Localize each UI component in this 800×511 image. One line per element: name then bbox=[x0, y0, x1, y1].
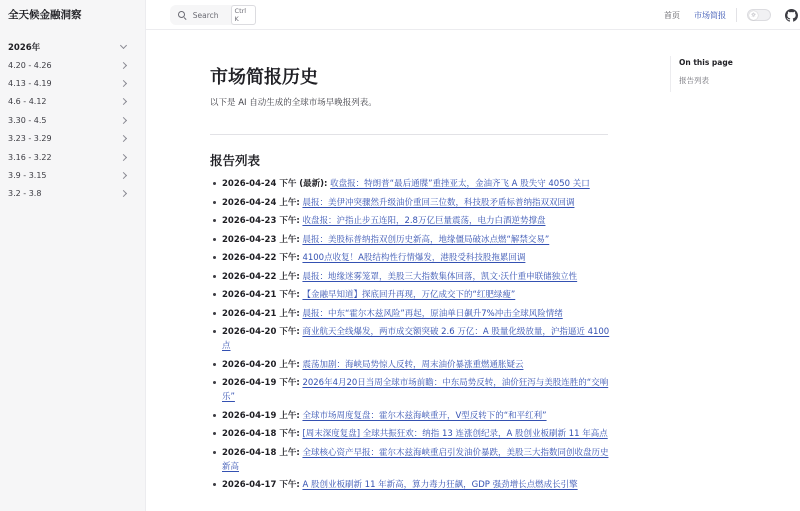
report-link[interactable]: 收盘报：特朗普“最后通牒”重挫亚太，金油齐飞 A 股失守 4050 关口 bbox=[330, 179, 590, 189]
report-date: 2026-04-22 下午: bbox=[222, 253, 300, 263]
report-date: 2026-04-21 上午: bbox=[222, 308, 300, 319]
sidebar-item-label: 3.9 - 3.15 bbox=[8, 171, 47, 181]
list-item bbox=[222, 306, 610, 325]
sidebar-item-week[interactable] bbox=[0, 166, 146, 184]
report-date: 2026-04-18 上午: bbox=[222, 447, 300, 458]
sidebar-item-week[interactable] bbox=[0, 111, 146, 129]
top-bar bbox=[146, 0, 800, 30]
list-item bbox=[222, 408, 610, 427]
sidebar-item-label: 4.20 - 4.26 bbox=[8, 60, 52, 70]
report-link[interactable]: 晨报：地缘迷雾笼罩，美股三大指数集体回落，凯文·沃什重申联储独立性 bbox=[302, 271, 578, 282]
page-title: 市场简报历史 bbox=[210, 67, 318, 88]
nav-link-home[interactable]: 首页 bbox=[664, 10, 680, 20]
report-date: 2026-04-21 下午: bbox=[222, 290, 300, 300]
sidebar-item-week[interactable] bbox=[0, 185, 146, 203]
chevron-right-icon bbox=[120, 62, 127, 69]
section-title: 报告列表 bbox=[210, 153, 261, 168]
page-description: 以下是 AI 自动生成的全球市场早晚报列表。 bbox=[210, 98, 377, 108]
chevron-right-icon bbox=[120, 98, 127, 105]
report-list bbox=[222, 176, 610, 496]
theme-toggle[interactable] bbox=[747, 9, 771, 21]
chevron-right-icon bbox=[120, 190, 127, 197]
chevron-right-icon bbox=[120, 135, 127, 142]
list-item bbox=[222, 269, 610, 288]
list-item bbox=[222, 250, 610, 269]
report-link[interactable]: 2026年4月20日当周全球市场前瞻：中东局势反转，油价狂泻与美股连胜的“交响乐” bbox=[222, 378, 609, 402]
report-date: 2026-04-23 下午: bbox=[222, 216, 300, 226]
report-link[interactable]: 收盘报：沪指止步五连阳，2.8万亿巨量震荡，电力白酒逆势撑盘 bbox=[302, 216, 546, 226]
list-item bbox=[222, 445, 610, 478]
report-date: 2026-04-20 上午: bbox=[222, 359, 300, 370]
report-date: 2026-04-17 下午: bbox=[222, 480, 300, 490]
top-nav bbox=[664, 0, 800, 30]
list-item bbox=[222, 324, 610, 357]
nav-divider bbox=[736, 8, 737, 22]
report-link[interactable]: 晨报：美股标普纳指双创历史新高，地缘僵局破冰点燃“解禁交易” bbox=[302, 234, 550, 245]
report-date: 2026-04-20 下午: bbox=[222, 327, 300, 337]
report-link[interactable]: 全球核心资产早报：霍尔木兹海峡重启引发油价暴跌，美股三大指数同创收盘历史新高 bbox=[222, 447, 609, 472]
report-date: 2026-04-23 上午: bbox=[222, 234, 300, 245]
list-item bbox=[222, 477, 610, 496]
report-link[interactable]: 4100点收复！A股结构性行情爆发，港股受科技股拖累回调 bbox=[302, 253, 526, 263]
report-link[interactable]: 震荡加剧：海峡局势惊人反转，周末油价暴涨重燃通胀疑云 bbox=[302, 359, 524, 370]
sidebar-item-label: 3.16 - 3.22 bbox=[8, 152, 52, 162]
sidebar-item-week[interactable] bbox=[0, 148, 146, 166]
chevron-down-icon bbox=[120, 42, 127, 49]
list-item bbox=[222, 232, 610, 251]
sidebar-item-week[interactable] bbox=[0, 74, 146, 92]
report-date: 2026-04-22 上午: bbox=[222, 271, 300, 282]
sidebar-item-week[interactable] bbox=[0, 56, 146, 74]
report-date: 2026-04-18 下午: bbox=[222, 429, 300, 439]
sidebar-item-label: 4.6 - 4.12 bbox=[8, 97, 47, 107]
list-item bbox=[222, 176, 610, 195]
sidebar-group-label: 2026年 bbox=[8, 43, 41, 53]
list-item bbox=[222, 287, 610, 306]
sidebar-nav bbox=[0, 38, 146, 203]
report-link[interactable]: [周末深度复盘] 全球共振狂欢：纳指 13 连涨创纪录，A 股创业板刷新 11 年高点 bbox=[302, 429, 608, 439]
chevron-right-icon bbox=[120, 80, 127, 87]
sidebar-item-label: 3.23 - 3.29 bbox=[8, 134, 52, 144]
list-item bbox=[222, 375, 610, 408]
report-link[interactable]: 全球市场周度复盘：霍尔木兹海峡重开，V型反转下的“和平红利” bbox=[302, 410, 547, 421]
chevron-right-icon bbox=[120, 117, 127, 124]
search-button[interactable] bbox=[170, 5, 256, 25]
search-label: Search bbox=[192, 10, 219, 20]
sun-icon: ☼ bbox=[750, 11, 757, 19]
sidebar-item-week[interactable] bbox=[0, 93, 146, 111]
report-link[interactable]: 【金融早知道】探底回升再现，万亿成交下的“红肥绿瘦” bbox=[302, 290, 516, 300]
list-item bbox=[222, 426, 610, 445]
report-link[interactable]: 商业航天全线爆发，两市成交额突破 2.6 万亿：A 股量化级放量，沪指逼近 4100 点 bbox=[222, 327, 610, 351]
sidebar-group-2026[interactable] bbox=[0, 38, 146, 56]
nav-link-briefs[interactable]: 市场简报 bbox=[694, 10, 726, 20]
sidebar-item-label: 3.30 - 4.5 bbox=[8, 115, 47, 125]
on-this-page bbox=[670, 56, 790, 92]
list-item bbox=[222, 213, 610, 232]
sidebar-item-week[interactable] bbox=[0, 130, 146, 148]
search-shortcut-badge: Ctrl K bbox=[231, 5, 256, 25]
search-icon bbox=[178, 11, 187, 20]
site-title[interactable]: 全天候金融洞察 bbox=[8, 9, 82, 21]
report-link[interactable]: 晨报：中东“霍尔木兹风险”再起，原油单日飙升7%冲击全球风险情绪 bbox=[302, 308, 563, 319]
list-item bbox=[222, 195, 610, 214]
sidebar-item-label: 4.13 - 4.19 bbox=[8, 79, 52, 89]
report-link[interactable]: 晨报：美伊冲突骤然升级油价重回三位数，科技股矛盾标普纳指双双回调 bbox=[302, 197, 575, 208]
report-date: 2026-04-19 下午: bbox=[222, 378, 300, 388]
outline-title: On this page bbox=[679, 58, 733, 67]
sidebar-item-label: 3.2 - 3.8 bbox=[8, 189, 42, 199]
report-link[interactable]: A 股创业板刷新 11 年新高，算力毒力狂飙，GDP 强劲增长点燃成长引擎 bbox=[302, 480, 578, 490]
sidebar bbox=[0, 0, 146, 511]
chevron-right-icon bbox=[120, 154, 127, 161]
chevron-right-icon bbox=[120, 172, 127, 179]
divider bbox=[210, 134, 608, 135]
github-icon[interactable] bbox=[785, 9, 798, 22]
report-date: 2026-04-19 上午: bbox=[222, 410, 300, 421]
report-date: 2026-04-24 下午 (最新): bbox=[222, 179, 328, 189]
report-date: 2026-04-24 上午: bbox=[222, 197, 300, 208]
outline-link-report-list[interactable]: 报告列表 bbox=[679, 76, 709, 85]
list-item bbox=[222, 357, 610, 376]
